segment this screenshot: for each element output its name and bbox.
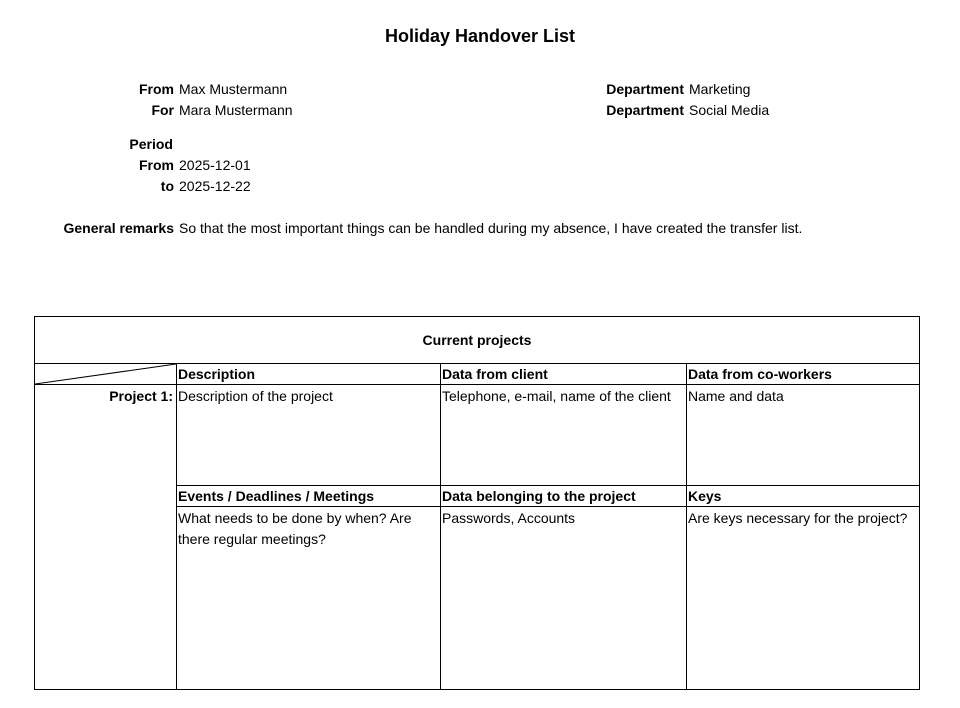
table-rule xyxy=(440,363,441,689)
period-from-value: 2025-12-01 xyxy=(179,157,251,173)
table-rule xyxy=(176,363,177,689)
header-data-from-client: Data from client xyxy=(442,366,548,382)
department-value-2: Social Media xyxy=(689,102,770,118)
data-from-client-value: Telephone, e-mail, name of the client xyxy=(442,388,671,404)
department-label-2: Department xyxy=(606,102,684,118)
table-rule xyxy=(686,363,687,689)
keys-value: Are keys necessary for the project? xyxy=(688,510,908,526)
department-value-1: Marketing xyxy=(689,81,751,97)
project-label: Project 1: xyxy=(109,388,173,404)
document-title: Holiday Handover List xyxy=(384,26,576,46)
header-events-deadlines-meetings: Events / Deadlines / Meetings xyxy=(178,488,375,504)
header-keys: Keys xyxy=(688,488,722,504)
current-projects-table xyxy=(34,316,920,690)
header-data-belonging-to-project: Data belonging to the project xyxy=(442,488,636,504)
for-label: For xyxy=(151,102,174,118)
period-label: Period xyxy=(129,136,173,152)
period-to-value: 2025-12-22 xyxy=(179,178,251,194)
data-from-co-workers-value: Name and data xyxy=(688,388,784,404)
header-description: Description xyxy=(178,366,256,382)
table-caption: Current projects xyxy=(422,332,532,348)
description-value: Description of the project xyxy=(178,388,333,404)
period-from-label: From xyxy=(139,157,174,173)
department-label-1: Department xyxy=(606,81,684,97)
data-belonging-to-project-value: Passwords, Accounts xyxy=(442,510,576,526)
from-label: From xyxy=(139,81,174,97)
header-data-from-co-workers: Data from co-workers xyxy=(688,366,832,382)
events-deadlines-meetings-value: What needs to be done by when? Are there regular meetings? xyxy=(178,510,412,547)
general-remarks-label: General remarks xyxy=(63,220,174,236)
for-value: Mara Mustermann xyxy=(179,102,293,118)
period-to-label: to xyxy=(160,178,174,194)
diagonal-corner-cell xyxy=(35,363,177,385)
general-remarks-value: So that the most important things can be handled during my absence, I have created the transfer list. xyxy=(179,220,803,236)
from-value: Max Mustermann xyxy=(179,81,288,97)
